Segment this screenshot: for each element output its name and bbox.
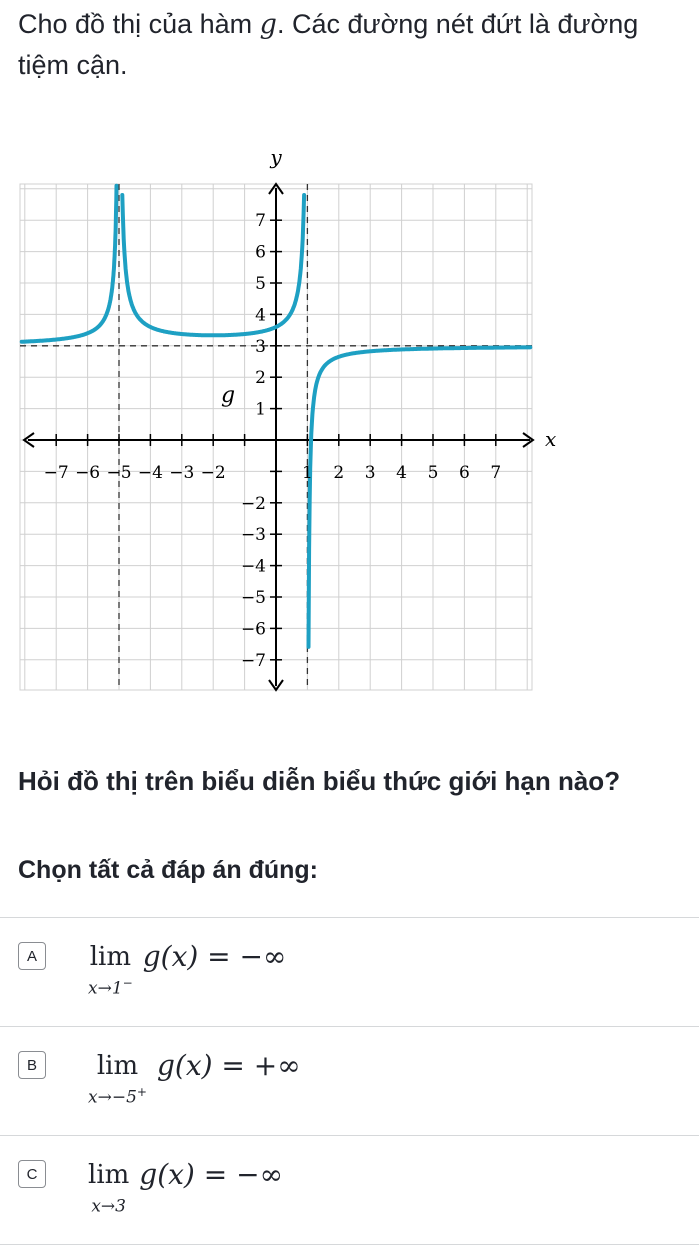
x-tick-label: −3 bbox=[169, 463, 195, 483]
x-tick-label: 6 bbox=[458, 463, 470, 483]
y-tick-label: 7 bbox=[255, 211, 266, 232]
limit-expression bbox=[143, 942, 287, 972]
prompt-function-name: g bbox=[259, 9, 277, 40]
prompt-text-end: . Các đường nét đứt là đường tiệm cận. bbox=[18, 9, 639, 80]
limit-expression bbox=[157, 1051, 301, 1081]
choice-c-letter: C bbox=[18, 1160, 46, 1188]
x-tick-label: 3 bbox=[364, 463, 376, 483]
limit-operator bbox=[88, 1051, 147, 1109]
y-axis-label: y bbox=[270, 145, 282, 169]
y-tick-label: −2 bbox=[240, 493, 266, 514]
x-tick-label: −7 bbox=[43, 463, 69, 483]
lim-approach: x→1 bbox=[88, 978, 123, 999]
limit-value: −∞ bbox=[239, 940, 287, 973]
limit-relation: = bbox=[198, 940, 240, 973]
limit-function: g(x) bbox=[142, 940, 199, 973]
limit-value: +∞ bbox=[253, 1049, 301, 1082]
y-tick-label: 2 bbox=[255, 368, 266, 389]
y-tick-label: −7 bbox=[240, 650, 266, 671]
function-graph bbox=[0, 140, 560, 695]
curve-label: g bbox=[220, 383, 236, 408]
y-tick-label: 5 bbox=[255, 274, 266, 294]
lim-word: lim bbox=[89, 942, 131, 972]
graph-labels bbox=[44, 145, 557, 671]
curve-left-branch bbox=[22, 186, 117, 342]
x-tick-label: 2 bbox=[333, 463, 345, 483]
choice-b[interactable] bbox=[0, 1026, 699, 1135]
lim-approach: x→−5 bbox=[88, 1087, 137, 1108]
lim-word: lim bbox=[96, 1051, 139, 1081]
choice-b-expression bbox=[88, 1051, 301, 1109]
lim-side: + bbox=[136, 1085, 147, 1099]
instruction-text: Chọn tất cả đáp án đúng: bbox=[18, 856, 318, 884]
y-tick-label: 3 bbox=[255, 336, 266, 357]
lim-side: − bbox=[122, 976, 133, 990]
x-tick-label: −2 bbox=[200, 463, 226, 483]
y-tick-label: −5 bbox=[240, 588, 266, 608]
limit-expression bbox=[139, 1160, 283, 1190]
y-tick-label: −4 bbox=[240, 556, 266, 577]
limit-relation: = bbox=[194, 1158, 237, 1191]
x-axis-label: x bbox=[545, 427, 557, 451]
y-tick-label: −3 bbox=[240, 525, 266, 546]
lim-word: lim bbox=[88, 1160, 130, 1190]
choice-a[interactable] bbox=[0, 917, 699, 1026]
question-text: Hỏi đồ thị trên biểu diễn biểu thức giới hạn nào? bbox=[18, 766, 621, 796]
y-tick-label: 1 bbox=[255, 399, 266, 420]
bottom-divider bbox=[0, 1244, 699, 1245]
lim-subscript bbox=[88, 972, 133, 1000]
x-tick-label: 5 bbox=[427, 463, 439, 483]
limit-function: g(x) bbox=[156, 1049, 213, 1082]
limit-function: g(x) bbox=[139, 1158, 195, 1191]
question-prompt bbox=[18, 4, 678, 85]
choice-a-expression bbox=[88, 942, 286, 1000]
x-tick-label: 1 bbox=[301, 463, 313, 483]
lim-subscript bbox=[88, 1081, 147, 1109]
choice-c-expression bbox=[88, 1160, 283, 1218]
x-tick-label: 4 bbox=[396, 463, 408, 483]
prompt-text-start: Cho đồ thị của hàm bbox=[18, 9, 260, 39]
x-tick-label: 7 bbox=[490, 463, 502, 483]
x-tick-label: −4 bbox=[137, 463, 163, 483]
curve-right-branch bbox=[309, 347, 531, 647]
y-tick-label: 4 bbox=[255, 305, 266, 326]
limit-operator bbox=[88, 1160, 129, 1218]
lim-approach: x→3 bbox=[91, 1196, 126, 1217]
choice-a-letter: A bbox=[18, 942, 46, 970]
limit-relation: = bbox=[212, 1049, 254, 1082]
choice-c[interactable] bbox=[0, 1135, 699, 1245]
answer-choices bbox=[0, 917, 699, 1245]
lim-subscript bbox=[88, 1190, 129, 1218]
y-tick-label: −6 bbox=[240, 619, 266, 640]
y-tick-label: 6 bbox=[255, 242, 266, 263]
x-tick-label: −5 bbox=[106, 463, 132, 483]
graph-axes bbox=[24, 184, 533, 690]
limit-value: −∞ bbox=[236, 1158, 283, 1191]
x-tick-label: −6 bbox=[75, 463, 101, 483]
choice-b-letter: B bbox=[18, 1051, 46, 1079]
limit-operator bbox=[88, 942, 133, 1000]
